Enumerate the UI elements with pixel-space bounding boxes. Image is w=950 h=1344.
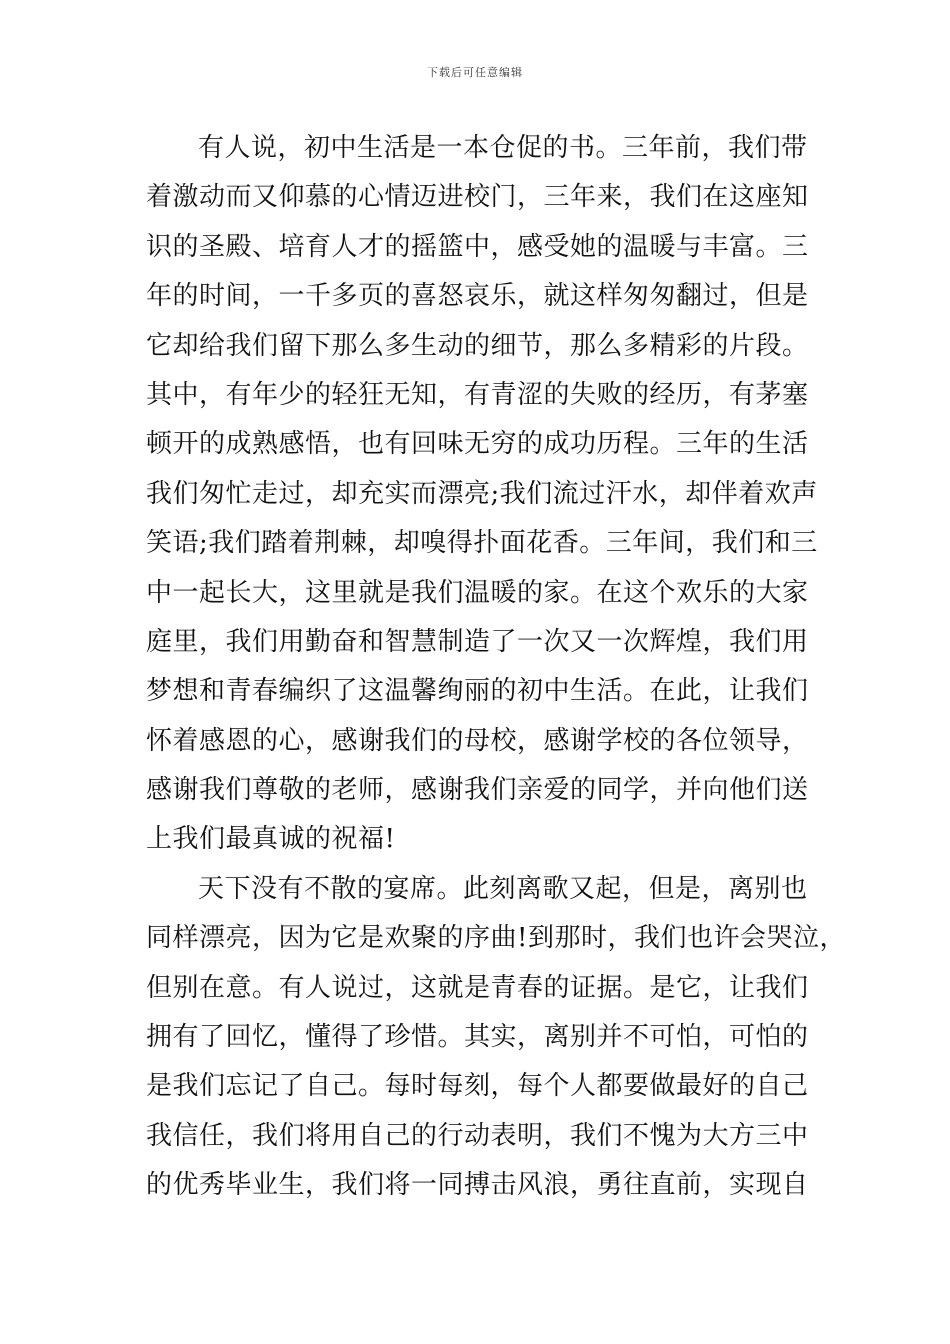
- text-line: 但别在意。有人说过，这就是青春的证据。是它，让我们: [146, 972, 809, 1003]
- text-line: 中一起长大，这里就是我们温暖的家。在这个欢乐的大家: [146, 577, 809, 608]
- text-line: 识的圣殿、培育人才的摇篮中，感受她的温暖与丰富。三: [146, 231, 809, 262]
- text-line: 我信任，我们将用自己的行动表明，我们不愧为大方三中: [146, 1120, 809, 1151]
- text-line: 顿开的成熟感悟，也有回味无穷的成功历程。三年的生活: [146, 429, 809, 460]
- text-line: 我们匆忙走过，却充实而漂亮;我们流过汗水，却伴着欢声: [146, 478, 818, 509]
- text-line: 笑语;我们踏着荆棘，却嗅得扑面花香。三年间，我们和三: [146, 528, 818, 559]
- body-text: [146, 124, 846, 1211]
- page-header: 下载后可任意编辑: [427, 66, 523, 79]
- text-line: 天下没有不散的宴席。此刻离歌又起，但是，离别也: [198, 873, 808, 904]
- text-line: 上我们最真诚的祝福!: [146, 824, 396, 855]
- text-line: 年的时间，一千多页的喜怒哀乐，就这样匆匆翻过，但是: [146, 281, 809, 312]
- text-line: 着激动而又仰慕的心情迈进校门，三年来，我们在这座知: [146, 182, 809, 213]
- text-line: 的优秀毕业生，我们将一同搏击风浪，勇往直前，实现自: [146, 1170, 809, 1201]
- text-line: 有人说，初中生活是一本仓促的书。三年前，我们带: [198, 133, 808, 163]
- text-line: 怀着感恩的心，感谢我们的母校，感谢学校的各位领导，: [146, 725, 809, 756]
- paragraph-2: [146, 865, 846, 1211]
- text-line: 拥有了回忆，懂得了珍惜。其实，离别并不可怕，可怕的: [146, 1022, 809, 1053]
- text-line: 梦想和青春编织了这温馨绚丽的初中生活。在此，让我们: [146, 676, 809, 707]
- text-line: 是我们忘记了自己。每时每刻，每个人都要做最好的自己: [146, 1071, 809, 1102]
- text-line: 同样漂亮，因为它是欢聚的序曲!到那时，我们也许会哭泣，: [146, 923, 846, 954]
- text-line: 它却给我们留下那么多生动的细节，那么多精彩的片段。: [146, 330, 809, 361]
- text-line: 其中，有年少的轻狂无知，有青涩的失败的经历，有茅塞: [146, 379, 809, 410]
- text-line: 感谢我们尊敬的老师，感谢我们亲爱的同学，并向他们送: [146, 775, 809, 806]
- text-line: 庭里，我们用勤奋和智慧制造了一次又一次辉煌，我们用: [146, 626, 809, 657]
- paragraph-1: [146, 124, 818, 865]
